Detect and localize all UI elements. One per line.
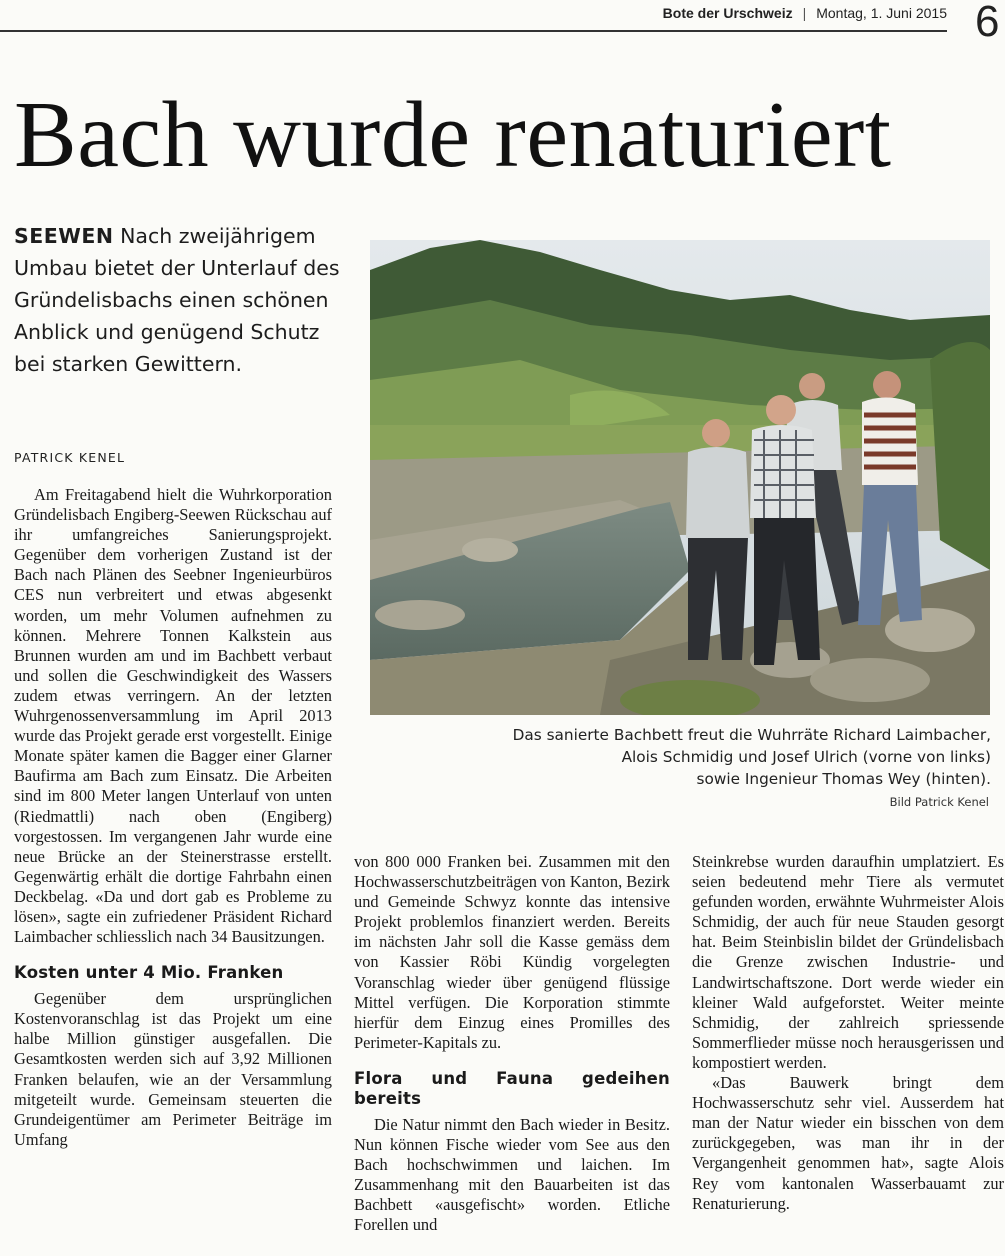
lead-dateline: SEEWEN xyxy=(14,224,114,248)
article-column-1 xyxy=(14,485,332,1150)
lead-text: Nach zweijährigem Umbau bietet der Unterlauf des Gründelisbachs einen schönen Anblick und genügend Schutz bei starken Gewittern. xyxy=(14,224,340,376)
subheading-costs: Kosten unter 4 Mio. Franken xyxy=(14,963,284,983)
article-column-3 xyxy=(692,852,1004,1214)
body-paragraph: Am Freitagabend hielt die Wuhrkorporation Gründelisbach Engiberg-Seewen Rückschau auf ihr umfangreiches Sanierungsprojekt. Gegenüber dem vorherigen Zustand ist der Bach nach Plänen des Seebner Ingenieurbüros CES nun verbreitert und etwas abgesenkt worden, um mehr Volumen aufnehmen zu können. Mehrere Tonnen Kalkstein aus Brunnen wurden am und im Bachbett verbaut und sollen die Geschwindigkeit des Wassers zudem etwas verringern. An der letzten Wuhrgenossenversammlung im April 2013 wurde das Projekt gerade erst vorgestellt. Einige Monate später kamen die Bagger einer Glarner Baufirma am Bach zum Einsatz. Die Arbeiten sind im 800 Meter langen Unterlauf von unten (Riedmattli) nach oben (Engiberg) vorgestossen. Im vergangenen Jahr wurde eine neue Brücke an der Steinerstrasse erstellt. Gegenwärtig erhält die dortige Fahrbahn einen Deckbelag. «Da und dort gab es Probleme zu lösen», sagte ein zufriedener Präsident Richard Laimbacher schliesslich nach 34 Bausitzungen. xyxy=(14,485,332,947)
caption-line: Das sanierte Bachbett freut die Wuhrräte Richard Laimbacher, xyxy=(512,726,991,744)
article-headline: Bach wurde renaturiert xyxy=(14,83,892,187)
body-paragraph: Gegenüber dem ursprünglichen Kostenvoranschlag ist das Projekt um eine halbe Million günstiger ausgefallen. Die Gesamtkosten werden sich auf 3,92 Millionen Franken belaufen, wie an der Versammlung mitgeteilt wurde. Gemeinsam steuerten die Grundeigentümer am Perimeter Beiträge im Umfang xyxy=(14,989,332,1149)
subheading-nature: Flora und Fauna gedeihen bereits xyxy=(354,1068,670,1108)
header-bar xyxy=(663,5,947,21)
photo-illustration xyxy=(370,240,990,715)
author-byline: PATRICK KENEL xyxy=(14,450,126,465)
newspaper-name: Bote der Urschweiz xyxy=(662,5,793,21)
article-photo xyxy=(370,240,990,715)
body-paragraph: «Das Bauwerk bringt dem Hochwasserschutz sehr viel. Ausserdem hat man der Natur wieder ein bisschen von dem zurückgegeben, was man ihr in der Vergangenheit genommen hat», sagte Alois Rey vom kantonalen Wasserbauamt zur Renaturierung. xyxy=(692,1073,1004,1213)
body-paragraph: Steinkrebse wurden daraufhin umplatziert. Es seien bedeutend mehr Tiere als vermutet gefunden worden, erwähnte Wuhrmeister Alois Schmidig, der auch für neue Stauden gesorgt hat. Beim Steinbislin bildet der Gründelisbach die Grenze zwischen Industrie- und Landwirtschaftszone. Dort werde wieder ein kleiner Wald aufgeforstet. Weiter meinte Schmidig, der zahlreich spriessende Sommerflieder müsse noch herausgerissen und kompostiert werden. xyxy=(692,852,1004,1072)
caption-line: sowie Ingenieur Thomas Wey (hinten). xyxy=(696,770,991,788)
photo-credit: Bild Patrick Kenel xyxy=(889,795,989,809)
article-lead xyxy=(14,220,344,380)
header-rule xyxy=(0,30,947,32)
issue-date: Montag, 1. Juni 2015 xyxy=(816,5,947,21)
body-paragraph: Die Natur nimmt den Bach wieder in Besitz. Nun können Fische wieder vom See aus den Bach hochschwimmen und laichen. Im Zusammenhang mit den Bauarbeiten ist das Bachbett «ausgefischt» worden. Etliche Forellen und xyxy=(354,1114,670,1235)
article-column-2 xyxy=(354,852,670,1236)
page-number: 6 xyxy=(975,0,1000,46)
body-paragraph: von 800 000 Franken bei. Zusammen mit den Hochwasserschutzbeiträgen von Kanton, Bezirk und Gemeinde Schwyz konnte das intensive Projekt problemlos finanziert werden. Bereits im nächsten Jahr soll die Kasse gemäss dem von Kassier Röbi Kündig vorgelegten Voranschlag wieder über genügend flüssige Mittel verfügen. Die Korporation stimmte hierfür dem Einzug eines Promilles des Perimeter-Kapitals zu. xyxy=(354,852,670,1052)
caption-line: Alois Schmidig und Josef Ulrich (vorne von links) xyxy=(621,748,991,766)
header-separator: | xyxy=(802,5,807,21)
photo-caption xyxy=(431,724,991,790)
